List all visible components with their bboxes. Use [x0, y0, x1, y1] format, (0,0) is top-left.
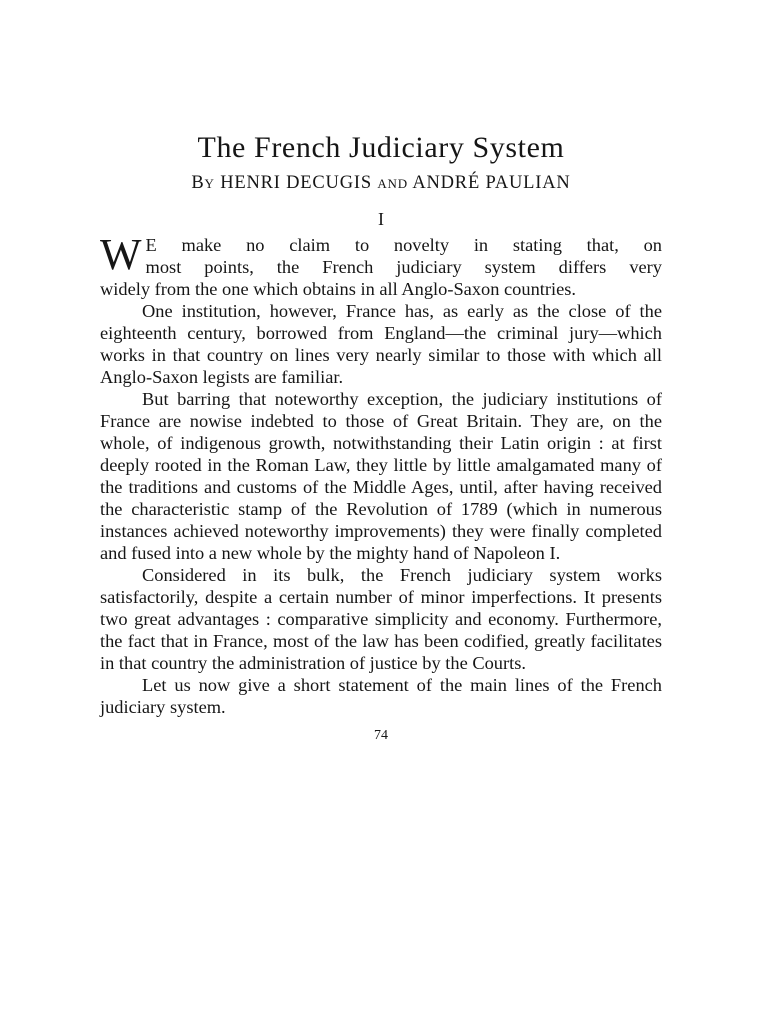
first-line-text: make no claim to novelty in stating that, on	[156, 235, 662, 255]
paragraph: Let us now give a short statement of the main lines of the French judiciary system.	[100, 675, 662, 717]
first-paragraph	[100, 230, 662, 300]
byline-author-1: HENRI DECUGIS	[220, 173, 372, 193]
byline-author-2: ANDRÉ PAULIAN	[412, 173, 571, 193]
page-number: 74	[374, 728, 388, 743]
byline	[100, 170, 662, 196]
first-paragraph-line-2: most points, the French judiciary system differs very	[145, 257, 662, 277]
first-paragraph-rest: widely from the one which obtains in all Anglo-Saxon countries.	[100, 279, 577, 299]
paragraph: Considered in its bulk, the French judiciary system works satisfactorily, despite a certain number of minor imperfections. It presents two great advantages : comparative simplicity and economy. Furthermore, the fact that in France, most of the law has been codified, greatly facilitates in that country the administration of justice by the Courts.	[100, 565, 662, 673]
first-paragraph-line-1	[100, 234, 662, 256]
byline-by: By	[191, 173, 215, 193]
document-page	[100, 128, 662, 746]
paragraph: But barring that noteworthy exception, the judiciary institutions of France are nowise indebted to those of Great Britain. They are, on the whole, of indigenous growth, notwithstanding their Latin origin : at first deeply rooted in the Roman Law, they little by little amalgamated many of the traditions and customs of the Middle Ages, until, after having received the characteristic stamp of the Revolution of 1789 (which in numerous instances achieved noteworthy improvements) they were finally completed and fused into a new whole by the mighty hand of Napoleon I.	[100, 389, 662, 563]
drop-cap: W	[100, 230, 142, 279]
byline-and: and	[377, 173, 408, 193]
section-number: I	[378, 209, 384, 229]
article-title: The French Judiciary System	[197, 131, 565, 164]
paragraph: One institution, however, France has, as early as the close of the eighteenth century, borrowed from England—the criminal jury—which works in that country on lines very nearly similar to those with which all Anglo-Saxon legists are familiar.	[100, 301, 662, 387]
first-word-rest: E	[145, 235, 157, 255]
